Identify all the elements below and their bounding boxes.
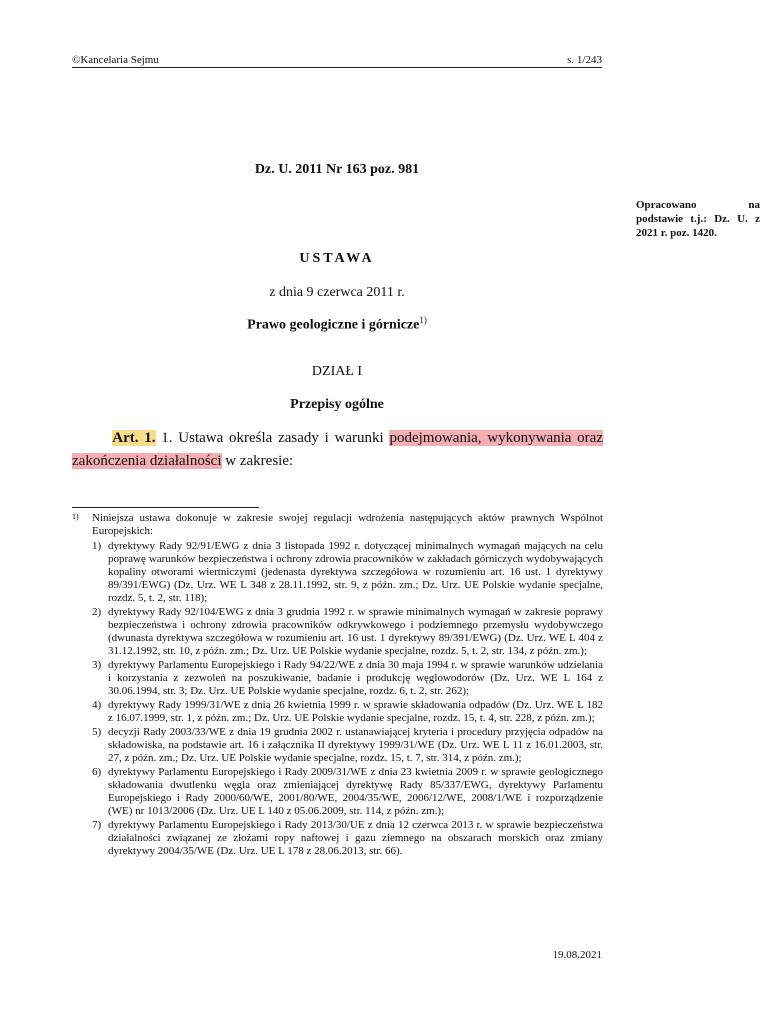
article-text-end: w zakresie: [221,453,294,469]
list-item [72,606,603,658]
list-item-text: dyrektywy Parlamentu Europejskiego i Rady 2009/31/WE z dnia 23 kwietnia 2009 r. w sprawie geologicznego składowania dwutlenku węgla oraz zmieniającej dyrektywę Rady 85/337/EWG, dyrektywy Parlamentu Europejskiego i Rady 2000/60/WE, 2001/80/WE, 2004/35/WE, 2006/12/WE, 2008/1/WE i rozporządzenie (WE) nr 1013/2006 (Dz. Urz. UE L 140 z 05.06.2009, str. 114, z późn. zm.); [108,766,603,817]
list-item-number: 1) [92,540,102,552]
list-item-text: dyrektywy Rady 92/91/EWG z dnia 3 listopada 1992 r. dotyczącej minimalnych wymagań mających na celu poprawę warunków bezpieczeństwa i ochrony zdrowia pracowników w zakładach górniczych wydobywających kopaliny otworami wiertniczymi (jedenasta dyrektywa szczegółowa w rozumieniu art. 16 ust. 1 dyrektywy 89/391/EWG) (Dz. Urz. WE L 348 z 28.11.1992, str. 9, z późn. zm.; Dz. Urz. UE Polskie wydanie specjalne, rozdz. 5, t. 2, str. 118); [108,540,603,604]
list-item-text: dyrektywy Parlamentu Europejskiego i Rady 94/22/WE z dnia 30 maja 1994 r. w sprawie warunków udzielania i korzystania z zezwoleń na poszukiwanie, badanie i produkcję węglowodorów (Dz. Urz. WE L 164 z 30.06.1994, str. 3; Dz. Urz. UE Polskie wydanie specjalne, rozdz. 6, t. 2, str. 262); [108,659,603,697]
list-item-text: dyrektywy Rady 92/104/EWG z dnia 3 grudnia 1992 r. w sprawie minimalnych wymagań w zakresie poprawy bezpieczeństwa i ochrony zdrowia pracowników odkrywkowego i podziemnego przemysłu wydobywczego (dwunasta dyrektywa szczegółowa w rozumieniu art. 16 ust. 1 dyrektywy 89/391/EWG) (Dz. Urz. WE L 404 z 31.12.1992, str. 10, z późn. zm.; Dz. Urz. UE Polskie wydanie specjalne, rozdz. 5, t. 2, str. 134, z późn. zm.); [108,606,603,657]
act-date: z dnia 9 czerwca 2011 r. [269,285,405,300]
footnote-reference[interactable]: 1) [419,315,427,325]
article-text-start: 1. Ustawa określa zasady i warunki [155,430,390,446]
list-item-text: dyrektywy Rady 1999/31/WE z dnia 26 kwietnia 1999 r. w sprawie składowania odpadów (Dz. Urz. WE L 182 z 16.07.1999, str. 1, z późn. zm.; Dz. Urz. UE Polskie wydanie specjalne, rozdz. 15, t. 4, str. 228, z późn. zm.); [108,699,603,724]
list-item-number: 5) [92,726,102,738]
journal-reference: Dz. U. 2011 Nr 163 poz. 981 [254,162,420,177]
list-item-number: 4) [92,699,102,711]
footnote-intro [72,512,603,538]
text-highlight[interactable]: podejmowania, wykonywania oraz zakończenia działalności [72,430,603,469]
list-item-number: 3) [92,659,102,671]
list-item-text: dyrektywy Parlamentu Europejskiego i Rady 2013/30/UE z dnia 12 czerwca 2013 r. w sprawie bezpieczeństwa działalności związanej ze złożami ropy naftowej i gazu ziemnego na obszarach morskich oraz zmiany dyrektywy 2004/35/WE (Dz. Urz. UE L 178 z 28.06.2013, str. 66). [108,819,603,857]
list-item-number: 2) [92,606,102,618]
footnote-intro-text: Niniejsza ustawa dokonuje w zakresie swojej regulacji wdrożenia następujących aktów prawnych Wspólnot Europejskich: [92,512,603,537]
publisher-label: ©Kancelaria Sejmu [72,54,159,66]
division-heading: DZIAŁ I [311,364,363,379]
page-number: s. 1/243 [567,54,602,66]
page-header [72,54,602,68]
list-item [72,726,603,765]
section-heading: Przepisy ogólne [290,397,384,412]
act-type-heading: USTAWA [299,251,375,266]
list-item [72,540,603,605]
article-1 [72,427,603,473]
list-item-number: 6) [92,766,102,778]
act-title [72,315,602,334]
list-item [72,819,603,858]
consolidated-text-note: Opracowano na podstawie t.j.: Dz. U. z 2021 r. poz. 1420. [636,199,760,239]
header-rule [72,67,602,68]
footnote-separator [72,507,259,508]
footer-date: 19.08.2021 [552,949,602,961]
list-item [72,699,603,725]
list-item [72,659,603,698]
directive-list [72,540,603,858]
list-item-number: 7) [92,819,102,831]
act-title-text: Prawo geologiczne i górnicze [247,317,420,333]
list-item [72,766,603,818]
footnote-mark: 1) [72,512,79,521]
article-label-highlight[interactable]: Art. 1. [112,430,156,446]
list-item-text: decyzji Rady 2003/33/WE z dnia 19 grudnia 2002 r. ustanawiającej kryteria i procedury przyjęcia odpadów na składowiska, na podstawie art. 16 i załącznika II dyrektywy 1999/31/WE (Dz. Urz. WE L 11 z 16.01.2003, str. 27, z późn. zm.; Dz. Urz. UE Polskie wydanie specjalne, rozdz. 15, t. 7, str. 314, z późn. zm.); [108,726,603,764]
footnote [72,512,603,859]
